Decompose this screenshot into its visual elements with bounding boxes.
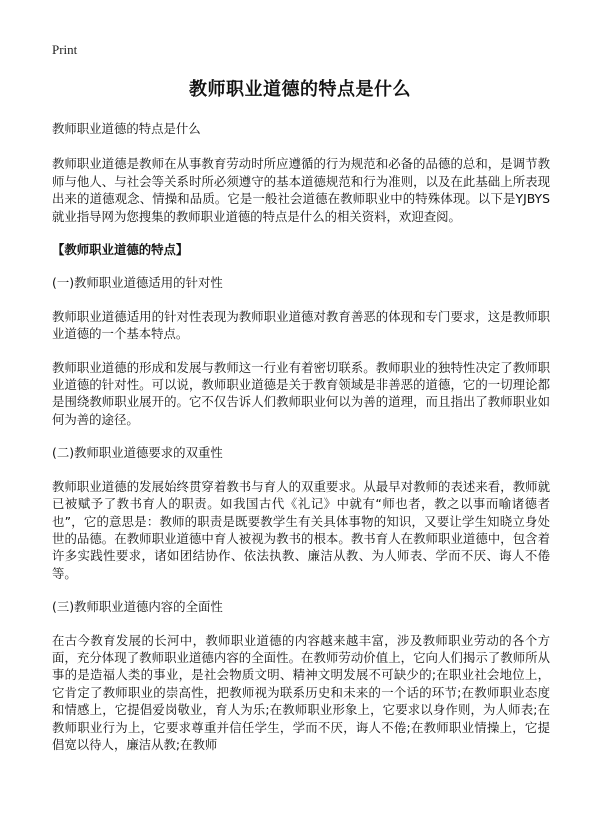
section-1-paragraph-2: 教师职业道德的形成和发展与教师这一行业有着密切联系。教师职业的独特性决定了教师职业道德的针对性。可以说，教师职业道德是关于教育领域是非善恶的道德，它的一切理论都是围绕教师职业展开的。它不仅告诉人们教师职业何以为善的道理，而且指出了教师职业如何为善的途径。 — [52, 359, 550, 427]
document-subtitle: 教师职业道德的特点是什么 — [52, 121, 201, 136]
section-3-paragraph-1: 在古今教育发展的长河中，教师职业道德的内容越来越丰富，涉及教师职业劳动的各个方面，充分体现了教师职业道德内容的全面性。在教师劳动价值上，它向人们揭示了教师所从事的是造福人类的事业，是社会物质文明、精神文明发展不可缺少的;在职业社会地位上，它肯定了教师职业的崇高性，把教师视为联系历史和未来的一个话的环节;在教师职业态度和情感上，它提倡爱岗敬业，育人为乐;在教师职业形象上，它要求以身作则，为人师表;在教师职业行为上，它要求尊重并信任学生，学而不厌，诲人不倦;在教师职业情操上，它提倡宽以待人，廉洁从教;在教师 — [52, 632, 550, 752]
section-2-paragraph-1: 教师职业道德的发展始终贯穿着教书与育人的双重要求。从最早对教师的表述来看，教师就已被赋予了教书育人的职责。如我国古代《礼记》中就有“师也者，教之以事而喻诸德者也”，它的意思是：教师的职责是既要教学生有关具体事物的知识，又要让学生知晓立身处世的品德。在教师职业道德中育人被视为教书的根本。教书育人在教师职业道德中，包含着许多实践性要求，诸如团结协作、依法执教、廉洁从教、为人师表、学而不厌、诲人不倦等。 — [52, 478, 550, 581]
intro-paragraph: 教师职业道德是教师在从事教育劳动时所应遵循的行为规范和必备的品德的总和，是调节教师与他人、与社会等关系时所必须遵守的基本道德规范和行为准则，以及在此基础上所表现出来的道德观念、情操和品质。它是一般社会道德在教师职业中的特殊体现。以下是YJBYS就业指导网为您搜集的教师职业道德的特点是什么的相关资料，欢迎查阅。 — [52, 156, 550, 224]
section-1-paragraph-1: 教师职业道德适用的针对性表现为教师职业道德对教育善恶的体现和专门要求，这是教师职业道德的一个基本特点。 — [52, 308, 550, 342]
section-3-heading: (三)教师职业道德内容的全面性 — [52, 599, 223, 615]
section-1-heading: (一)教师职业道德适用的针对性 — [52, 275, 223, 291]
section-2-heading: (二)教师职业道德要求的双重性 — [52, 445, 223, 461]
print-link[interactable]: Print — [52, 42, 78, 57]
page-title: 教师职业道德的特点是什么 — [189, 79, 411, 100]
section-heading: 【教师职业道德的特点】 — [52, 242, 189, 258]
document-body — [52, 120, 550, 753]
